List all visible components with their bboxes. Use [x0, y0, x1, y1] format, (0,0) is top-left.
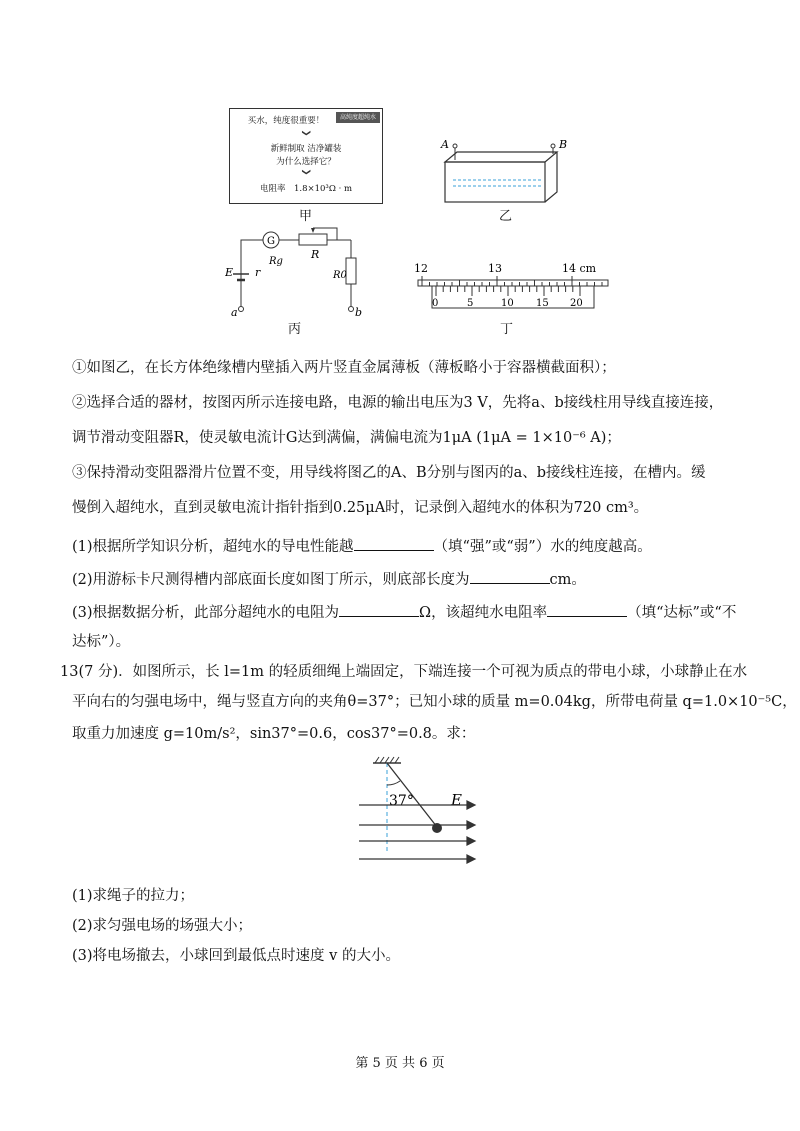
- question-3-end: 达标”）。: [72, 634, 131, 650]
- step-1: ①如图乙，在长方体绝缘槽内壁插入两片竖直金属薄板（薄板略小于容器横截面积）；: [72, 360, 616, 376]
- label-B: B: [559, 140, 568, 151]
- poster-tag: 高纯度超纯水: [336, 112, 380, 123]
- answer-blank[interactable]: [470, 571, 550, 584]
- poster-resistivity: 电阻率 1.8×10³Ω · m: [259, 184, 353, 194]
- figure-yi-tank: [435, 140, 575, 210]
- answer-blank[interactable]: [339, 604, 419, 617]
- vernier-label-15: 15: [536, 298, 549, 309]
- page-footer: 第 5 页 共 6 页: [355, 1056, 445, 1071]
- answer-blank[interactable]: [547, 604, 627, 617]
- r0-label: R0: [333, 270, 347, 281]
- rheostat-label: R: [311, 248, 320, 261]
- step-2a: ②选择合适的器材，按图丙所示连接电路，电源的输出电压为3 V，先将a、b接线柱用导线直接连接，: [72, 395, 724, 411]
- galvanometer-label: G: [267, 236, 275, 247]
- sub-question-2: (2)求匀强电场的场强大小；: [72, 918, 253, 934]
- problem-13-line2: 平向右的匀强电场中，绳与竖直方向的夹角θ=37°；已知小球的质量 m=0.04kg，所带电荷量 q=1.0×10⁻⁵C，: [72, 694, 797, 710]
- label-A: A: [441, 140, 449, 151]
- vernier-label-20: 20: [570, 298, 583, 309]
- vernier-label-5: 5: [467, 298, 474, 309]
- terminal-b-label: b: [355, 306, 363, 319]
- field-label: E: [451, 791, 462, 809]
- step-3b: 慢倒入超纯水，直到灵敏电流计指针指到0.25μA时，记录倒入超纯水的体积为720 cm³。: [72, 500, 649, 516]
- caption-yi: 乙: [499, 209, 513, 224]
- answer-blank[interactable]: [354, 538, 434, 551]
- vernier-label-0: 0: [432, 298, 439, 309]
- chevron-down-icon: ❯: [301, 129, 311, 137]
- figure-ding-caliper: [410, 258, 610, 320]
- main-label-13: 13: [488, 262, 502, 275]
- step-2b: 调节滑动变阻器R，使灵敏电流计G达到满偏，满偏电流为1μA (1μA = 1×10⁻⁶ A)；: [72, 430, 621, 446]
- chevron-down-icon: ❯: [301, 168, 311, 176]
- sub-question-1: (1)求绳子的拉力；: [72, 888, 195, 904]
- internal-resistance-label: r: [255, 266, 261, 279]
- question-1: (1)根据所学知识分析，超纯水的导电性能越 （填“强”或“弱”）水的纯度越高。: [72, 539, 652, 555]
- figure-jia-poster: [229, 108, 383, 204]
- question-2: (2)用游标卡尺测得槽内部底面长度如图丁所示，则底部长度为 cm。: [72, 572, 586, 588]
- figure-bing-circuit: [225, 220, 365, 320]
- main-label-12: 12: [414, 262, 428, 275]
- rg-label: Rg: [269, 256, 283, 267]
- terminal-a-label: a: [231, 306, 238, 319]
- angle-label: 37°: [389, 793, 414, 809]
- emf-label: E: [225, 266, 234, 279]
- sub-question-3: (3)将电场撤去，小球回到最低点时速度 v 的大小。: [72, 948, 400, 964]
- poster-line1: 新鲜制取 洁净罐装: [270, 144, 342, 154]
- pendulum-diagram: [355, 755, 485, 867]
- caption-ding: 丁: [500, 322, 514, 337]
- problem-13-line3: 取重力加速度 g=10m/s²，sin37°=0.6，cos37°=0.8。求：: [72, 726, 476, 742]
- step-3a: ③保持滑动变阻器滑片位置不变，用导线将图乙的A、B分别与图丙的a、b接线柱连接，在槽内。缓: [72, 465, 706, 481]
- caption-bing: 丙: [288, 322, 302, 337]
- question-3: (3)根据数据分析，此部分超纯水的电阻为 Ω，该超纯水电阻率 （填“达标”或“不: [72, 605, 737, 621]
- vernier-label-10: 10: [501, 298, 514, 309]
- caption-jia: 甲: [299, 209, 313, 224]
- main-label-14: 14 cm: [562, 262, 597, 275]
- problem-13-line1: 13(7 分)．如图所示，长 l=1m 的轻质细绳上端固定，下端连接一个可视为质点的带电小球，小球静止在水: [60, 664, 748, 680]
- poster-header: 买水，纯度很重要！: [247, 116, 325, 126]
- poster-line2: 为什么选择它？: [276, 157, 336, 167]
